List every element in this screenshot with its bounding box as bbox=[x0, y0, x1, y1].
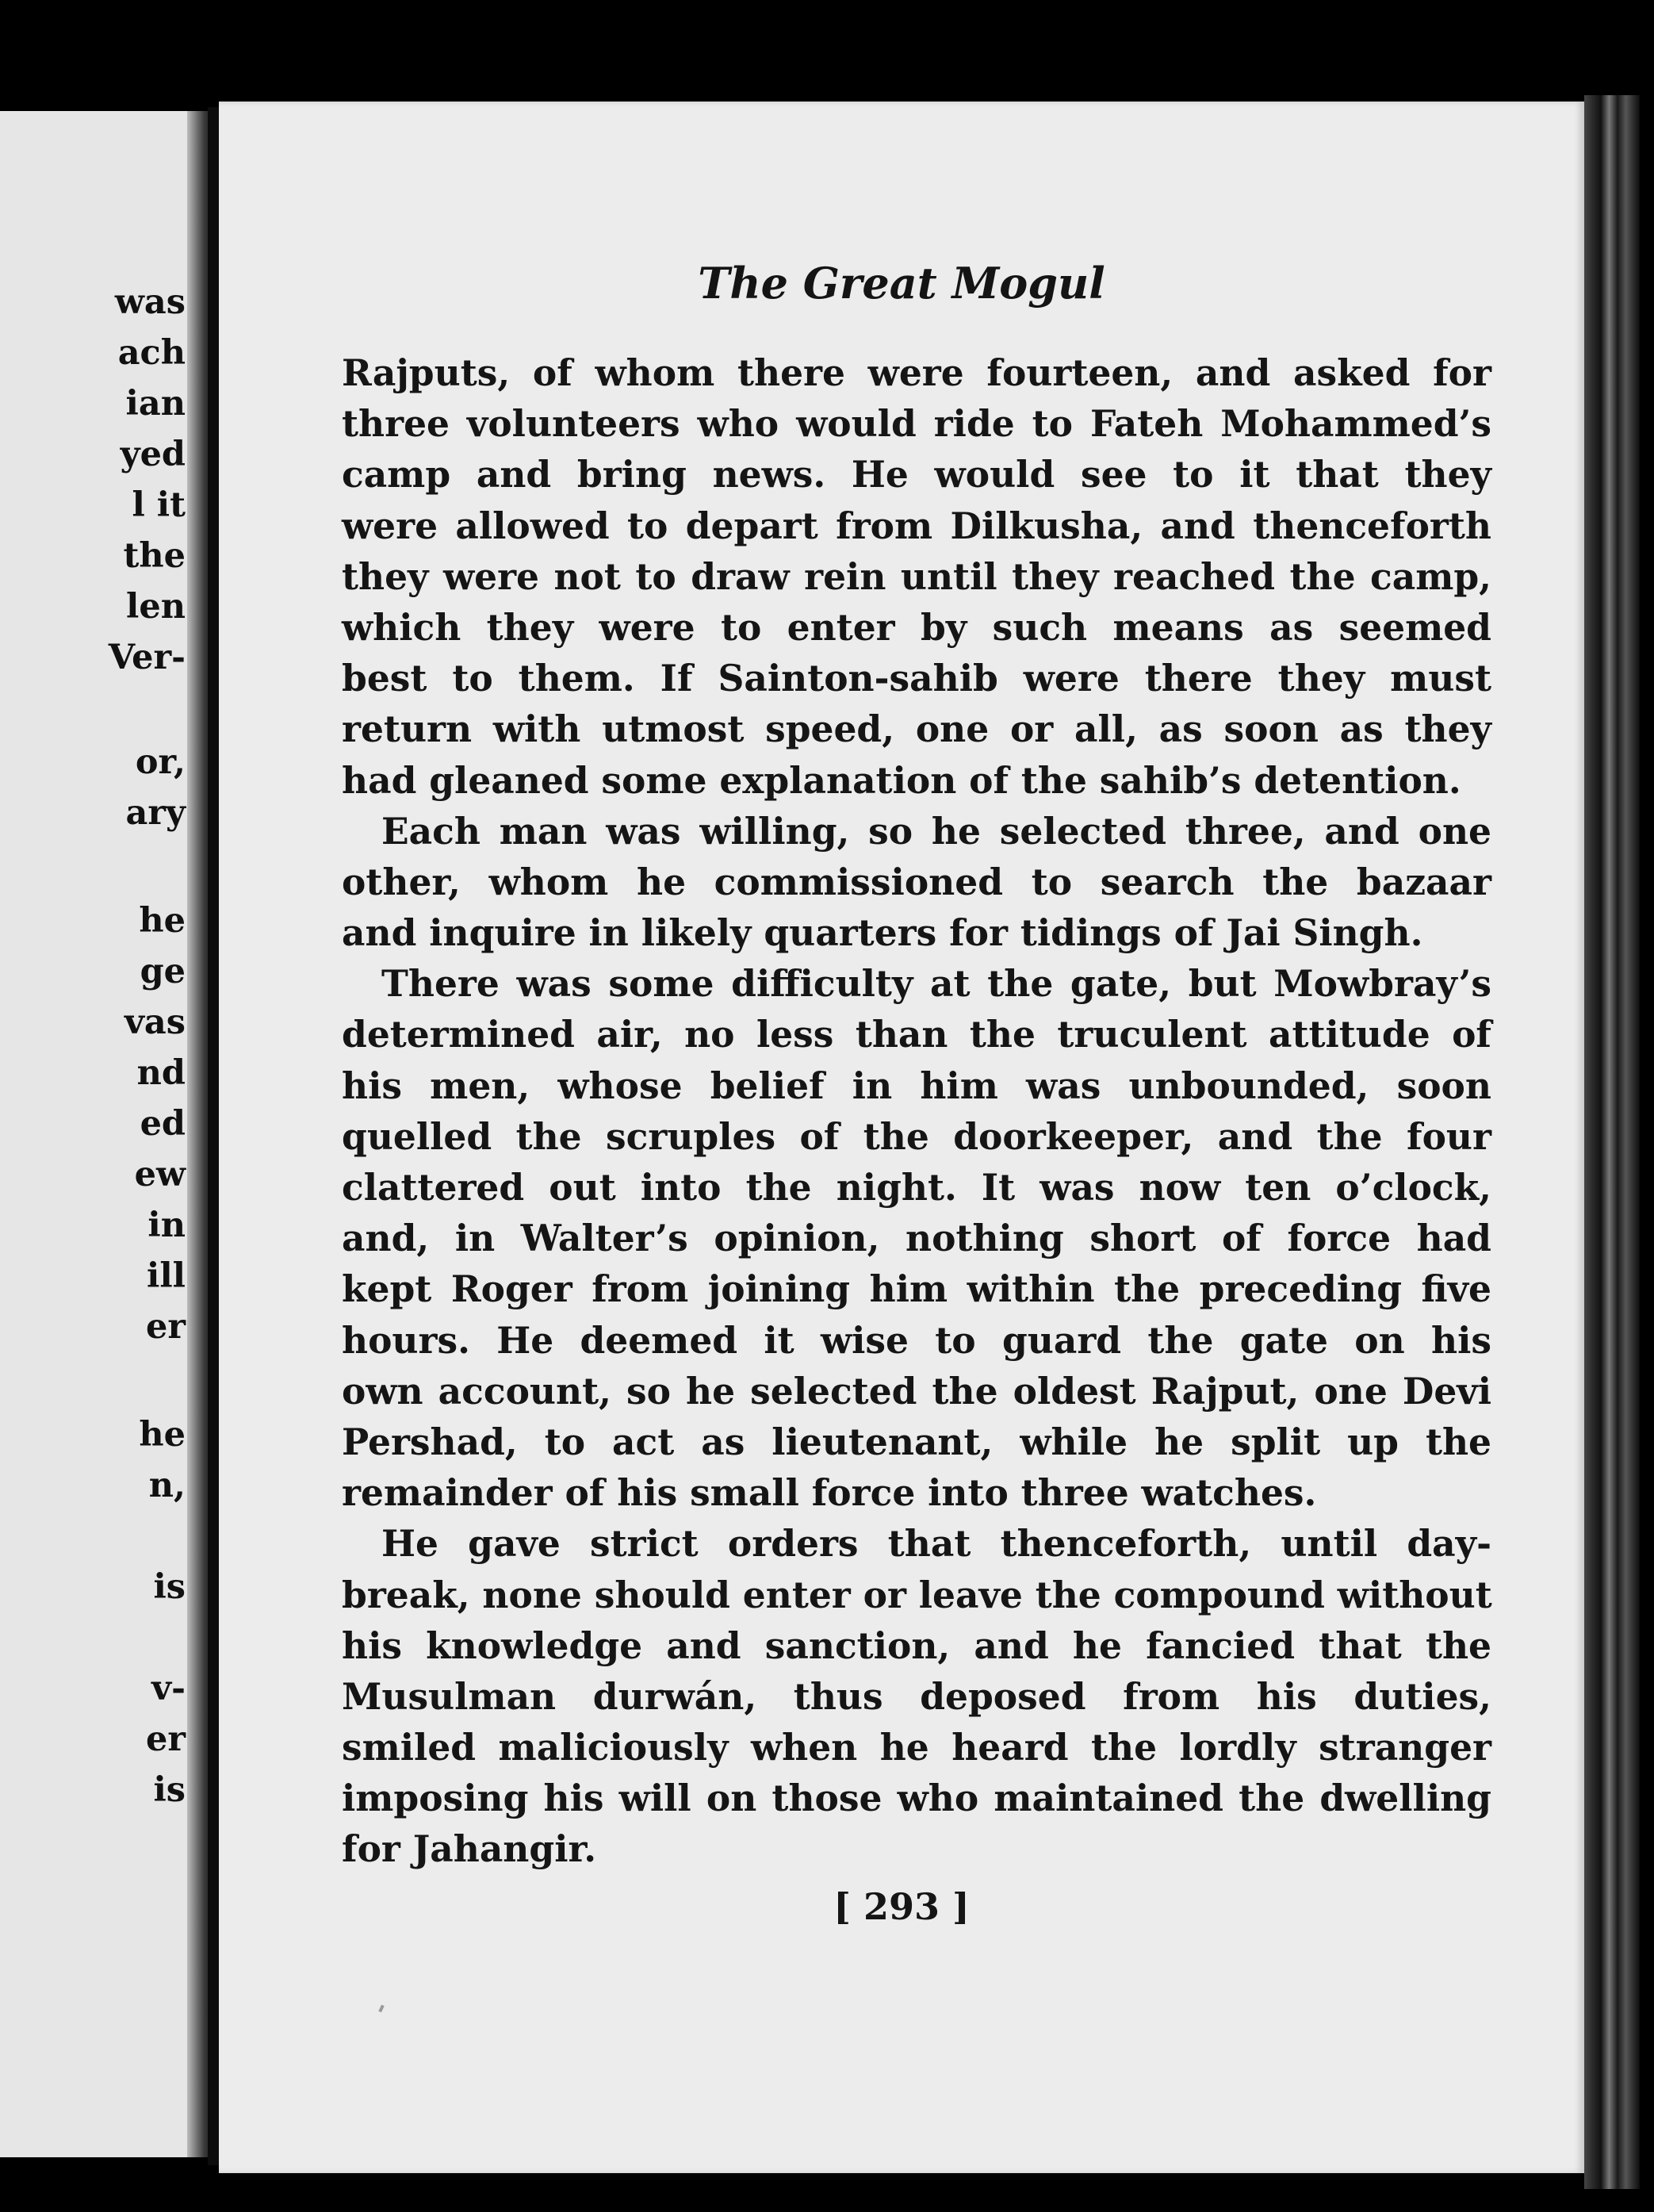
text-line: return with utmost speed, one or all, as soon as they bbox=[342, 707, 1491, 751]
text-line: his men, whose belief in him was unbounded, soon bbox=[342, 1064, 1491, 1107]
left-page-fragment: ian bbox=[125, 384, 186, 424]
left-page-fragment: v- bbox=[151, 1669, 186, 1708]
left-page-fragment: is bbox=[153, 1770, 186, 1810]
left-page-fragment: nd bbox=[136, 1053, 186, 1093]
left-page-fragment: he bbox=[139, 1415, 186, 1455]
text-line: were allowed to depart from Dilkusha, and thenceforth bbox=[342, 504, 1491, 547]
left-page-fragment: is bbox=[153, 1567, 186, 1607]
left-page-fragment: er bbox=[145, 1719, 186, 1759]
text-line: and inquire in likely quarters for tidings of Jai Singh. bbox=[342, 911, 1423, 955]
text-line: they were not to draw rein until they reached the camp, bbox=[342, 554, 1491, 598]
left-page-fragment: n, bbox=[148, 1466, 186, 1505]
left-page-fragment: l it bbox=[132, 485, 186, 525]
left-page-fragment: vas bbox=[124, 1002, 186, 1042]
left-page-fragment: or, bbox=[135, 742, 186, 782]
text-line: clattered out into the night. It was now ten o’clock, bbox=[342, 1166, 1491, 1209]
text-line: imposing his will on those who maintained the dwelling bbox=[342, 1777, 1491, 1820]
left-page-fragment: ge bbox=[140, 952, 186, 991]
left-page-fragment: ill bbox=[146, 1256, 186, 1296]
left-page-fragment: yed bbox=[120, 435, 186, 474]
text-line: which they were to enter by such means as seemed bbox=[342, 605, 1491, 649]
running-head: The Great Mogul bbox=[698, 258, 1105, 309]
left-page-fragment: len bbox=[126, 587, 186, 627]
left-page-fragment: ed bbox=[140, 1104, 186, 1144]
body-text bbox=[342, 347, 1491, 1875]
text-line: had gleaned some explanation of the sahib’s detention. bbox=[342, 758, 1461, 802]
text-line: Each man was willing, so he selected three, and one bbox=[381, 809, 1491, 853]
left-page-fragment: in bbox=[147, 1206, 186, 1245]
left-page-fragment: was bbox=[114, 282, 186, 322]
text-line: hours. He deemed it wise to guard the gate on his bbox=[342, 1318, 1491, 1362]
text-line: remainder of his small force into three watches. bbox=[342, 1471, 1317, 1515]
text-line: three volunteers who would ride to Fateh Mohammed’s bbox=[342, 402, 1491, 446]
paper-speck bbox=[378, 2005, 384, 2013]
text-line: determined air, no less than the truculent attitude of bbox=[342, 1013, 1491, 1056]
page-number: [ 293 ] bbox=[833, 1885, 970, 1928]
left-page-fragment: er bbox=[145, 1307, 186, 1347]
left-page-partial bbox=[0, 111, 190, 2157]
text-line: his knowledge and sanction, and he fancied that the bbox=[342, 1624, 1491, 1667]
page-stack-edge bbox=[1584, 95, 1640, 2189]
text-line: best to them. If Sainton-sahib were there they must bbox=[342, 657, 1491, 700]
left-page-fragment: ew bbox=[134, 1155, 186, 1194]
text-line: smiled maliciously when he heard the lordly stranger bbox=[342, 1726, 1491, 1769]
left-page-fragment: ach bbox=[117, 333, 186, 373]
text-line: own account, so he selected the oldest Rajput, one Devi bbox=[342, 1369, 1491, 1413]
text-line: He gave strict orders that thenceforth, until day- bbox=[381, 1522, 1491, 1566]
text-line: other, whom he commissioned to search the bazaar bbox=[342, 860, 1491, 903]
left-page-text-fragments bbox=[0, 111, 190, 2157]
text-line: camp and bring news. He would see to it that they bbox=[342, 453, 1491, 496]
text-line: for Jahangir. bbox=[342, 1827, 597, 1871]
left-page-fragment: the bbox=[123, 536, 186, 576]
text-line: break, none should enter or leave the compound without bbox=[342, 1573, 1492, 1616]
left-page-fragment: ary bbox=[125, 793, 186, 833]
text-line: kept Roger from joining him within the preceding five bbox=[342, 1267, 1491, 1311]
text-line: Pershad, to act as lieutenant, while he split up the bbox=[342, 1420, 1491, 1463]
text-line: and, in Walter’s opinion, nothing short of force had bbox=[342, 1217, 1491, 1260]
text-line: Musulman durwán, thus deposed from his duties, bbox=[342, 1674, 1491, 1718]
left-page-fragment: he bbox=[139, 901, 186, 941]
page-293 bbox=[219, 102, 1584, 2173]
left-page-fragment: Ver- bbox=[108, 638, 186, 677]
text-line: Rajputs, of whom there were fourteen, and asked for bbox=[342, 351, 1491, 394]
text-line: There was some difficulty at the gate, but Mowbray’s bbox=[381, 962, 1491, 1006]
text-line: quelled the scruples of the doorkeeper, and the four bbox=[342, 1114, 1491, 1158]
book-spine bbox=[208, 107, 219, 2165]
